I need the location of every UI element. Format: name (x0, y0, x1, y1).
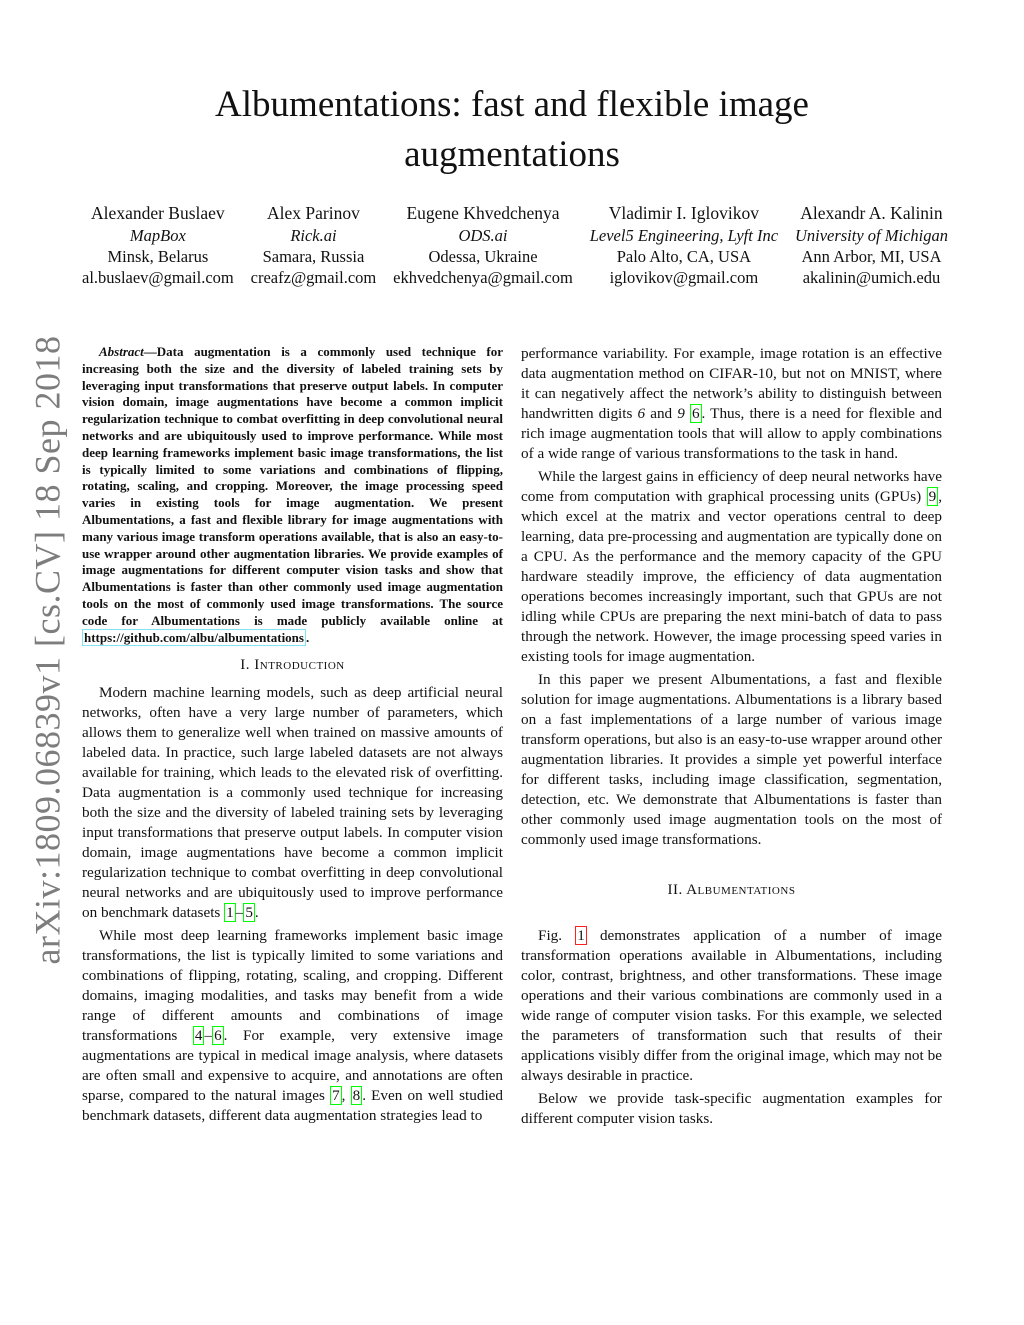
author-entry (795, 201, 948, 288)
intro-paragraph-3 (521, 467, 942, 667)
author-entry (393, 201, 573, 288)
abstract-end: . (305, 629, 310, 645)
paragraph-text: While most deep learning frameworks implement basic image transformations, the list is typically limited to some variations and combinations of flipping, rotating, scaling, and cropping. Different domains, imaging modalities, and tasks may benefit from a wide range of different amounts and combinations of image transformations (82, 927, 503, 1045)
paragraph-text: Modern machine learning models, such as deep artificial neural networks, often have a very large number of parameters, which allows them to generalize well when trained on massive amounts of labeled data. In practice, such large labeled datasets are not always available for training, which leads to the elevated risk of overfitting. Data augmentation is a commonly used technique for increasing both the size and the diversity of labeled training sets by leveraging input transformations that preserve output labels. In computer vision domain, image augmentations have become a common implicit regularization technique to combat overfitting in deep convolutional neural networks and are ubiquitously used to improve performance on benchmark datasets (82, 684, 503, 922)
intro-paragraph-1 (82, 683, 503, 923)
albumentations-paragraph-2: Below we provide task-specific augmentation examples for different computer vision tasks. (521, 1090, 942, 1127)
section-heading-albumentations: II. Albumentations (667, 882, 796, 898)
citation-dash: – (235, 904, 244, 922)
paragraph-text: performance variability. For example, image rotation is an effective data augmentation method on CIFAR-10, but not on MNIST, where it can negatively affect the network’s ability to distinguish between handwritten digits (521, 345, 942, 422)
citation-link[interactable]: 1 (226, 904, 234, 922)
author-location: Samara, Russia (262, 247, 365, 266)
author-email: creafz@gmail.com (250, 268, 377, 287)
github-link[interactable]: https://github.com/albu/albumentations (84, 629, 304, 645)
figure-link[interactable]: 1 (577, 927, 585, 944)
paragraph-text: . Thus, there is a need for flexible and rich image augmentation tools that will allow to apply combinations of a wide range of various transformations to the task in hand. (521, 405, 942, 462)
author-affiliation: MapBox (129, 226, 186, 245)
abstract-text: —Data augmentation is a commonly used technique for increasing both the size and the diversity of labeled training sets by leveraging input transformations that preserve output labels. In computer vision domain, image augmentations have become a common implicit regularization technique to combat overfitting in deep convolutional neural networks and are ubiquitously used to improve performance. While most deep learning frameworks implement basic image transformations, the list is typically limited to some variations and combinations of flipping, rotating, scaling, and cropping. Moreover, the image processing speed varies in existing tools for image augmentation. We present Albumentations, a fast and flexible library for image augmentations with many various image transform operations available, that is also an easy-to-use wrapper around other augmentation libraries. We provide examples of image augmentations for different computer vision tasks and show that Albumentations is faster than other commonly used image augmentation tools on the most of commonly used image transformations. The source code for Albumentations is made publicly available online at (82, 344, 503, 628)
paragraph-text: demonstrates application of a number of image transformation operations available in Albumentations, including color, contrast, brightness, and other transformations. These image operations and their various combinations are commonly used in a wide range of computer vision tasks. For this example, we selected the parameters of transformation such that results of their applications visibly differ from the original image, which may not be always desirable in practice. (521, 927, 943, 1084)
author-affiliation: University of Michigan (794, 226, 948, 245)
citation-link[interactable]: 6 (691, 405, 700, 422)
author-entry (82, 201, 234, 288)
citation-link[interactable]: 6 (214, 1027, 222, 1045)
author-affiliation: Level5 Engineering, Lyft Inc (589, 226, 779, 245)
citation-separator: , (341, 1087, 351, 1105)
paragraph-text: . Even on well studied benchmark datasets, different data augmentation strategies lead to (82, 1087, 503, 1125)
author-location: Ann Arbor, MI, USA (801, 247, 942, 266)
author-location: Minsk, Belarus (107, 247, 209, 266)
citation-link[interactable]: 7 (332, 1087, 340, 1105)
left-column (82, 344, 503, 1129)
citation-link[interactable]: 8 (352, 1087, 361, 1105)
author-entry (251, 201, 377, 288)
citation-link[interactable]: 5 (245, 904, 253, 922)
arxiv-sidebar-stamp (12, 335, 82, 965)
paragraph-text: Fig. (538, 927, 576, 944)
author-email: akalinin@umich.edu (802, 268, 941, 287)
citation-link[interactable]: 9 (928, 488, 937, 505)
author-entry (590, 201, 778, 288)
paragraph-text: , which excel at the matrix and vector operations central to deep learning, data pre-processing and augmentation are typically done on a CPU. As the performance and the memory capacity of the GPU hardware steadily improve, the efficiency of data augmentation operations becomes increasingly important, such that GPUs are not idling while CPUs are preparing the next mini-batch of data to pass through the network. However, the image processing speed varies in existing tools for image augmentation. (521, 488, 942, 665)
digit-nine: 9 (677, 405, 685, 422)
author-affiliation: ODS.ai (458, 226, 508, 245)
author-name: Alexandr A. Kalinin (800, 203, 943, 223)
right-column (521, 344, 942, 1132)
section-heading-introduction: I. Introduction (240, 657, 345, 674)
author-email: ekhvedchenya@gmail.com (393, 268, 573, 287)
author-name: Eugene Khvedchenya (406, 203, 560, 223)
paragraph-text: and (645, 405, 678, 422)
author-location: Odessa, Ukraine (428, 247, 538, 266)
citation-dash: – (204, 1027, 213, 1045)
albumentations-paragraph-1 (521, 926, 942, 1086)
author-name: Alex Parinov (267, 203, 360, 223)
author-email: iglovikov@gmail.com (609, 268, 759, 287)
author-block (82, 201, 948, 288)
paragraph-end: . (254, 904, 259, 922)
author-location: Palo Alto, CA, USA (616, 247, 752, 266)
author-affiliation: Rick.ai (290, 226, 337, 245)
author-email: al.buslaev@gmail.com (82, 268, 234, 287)
paper-title: Albumentations: fast and flexible image augmentations (215, 84, 809, 175)
intro-paragraph-4: In this paper we present Albumentations, a fast and flexible solution for image augmentations. Albumentations is a library based on a fast implementations of a large number of various image transform operations, but also is an easy-to-use wrapper around other augmentation libraries. It provides a simple yet powerful interface for different tasks, including image classification, segmentation, detection, etc. We demonstrate that Albumentations is faster than other commonly used image augmentation tools on the most of commonly used image transformations. (521, 671, 942, 848)
paragraph-text: . For example, very extensive image augmentations are typical in medical image analysis, where datasets are often small and expensive to acquire, and annotations are often sparse, compared to the natural images (82, 1027, 503, 1105)
digit-six: 6 (637, 405, 646, 422)
citation-link[interactable]: 4 (194, 1027, 203, 1045)
abstract (82, 344, 503, 646)
arxiv-identifier: arXiv:1809.06839v1 [cs.CV] 18 Sep 2018 (27, 335, 68, 965)
paragraph-text: While the largest gains in efficiency of deep neural networks have come from computation with graphical processing units (GPUs) (521, 468, 942, 505)
intro-paragraph-2-continued (521, 344, 942, 464)
author-name: Alexander Buslaev (91, 203, 225, 223)
author-name: Vladimir I. Iglovikov (608, 203, 759, 223)
intro-paragraph-2 (82, 926, 503, 1126)
abstract-label: Abstract (99, 344, 144, 359)
